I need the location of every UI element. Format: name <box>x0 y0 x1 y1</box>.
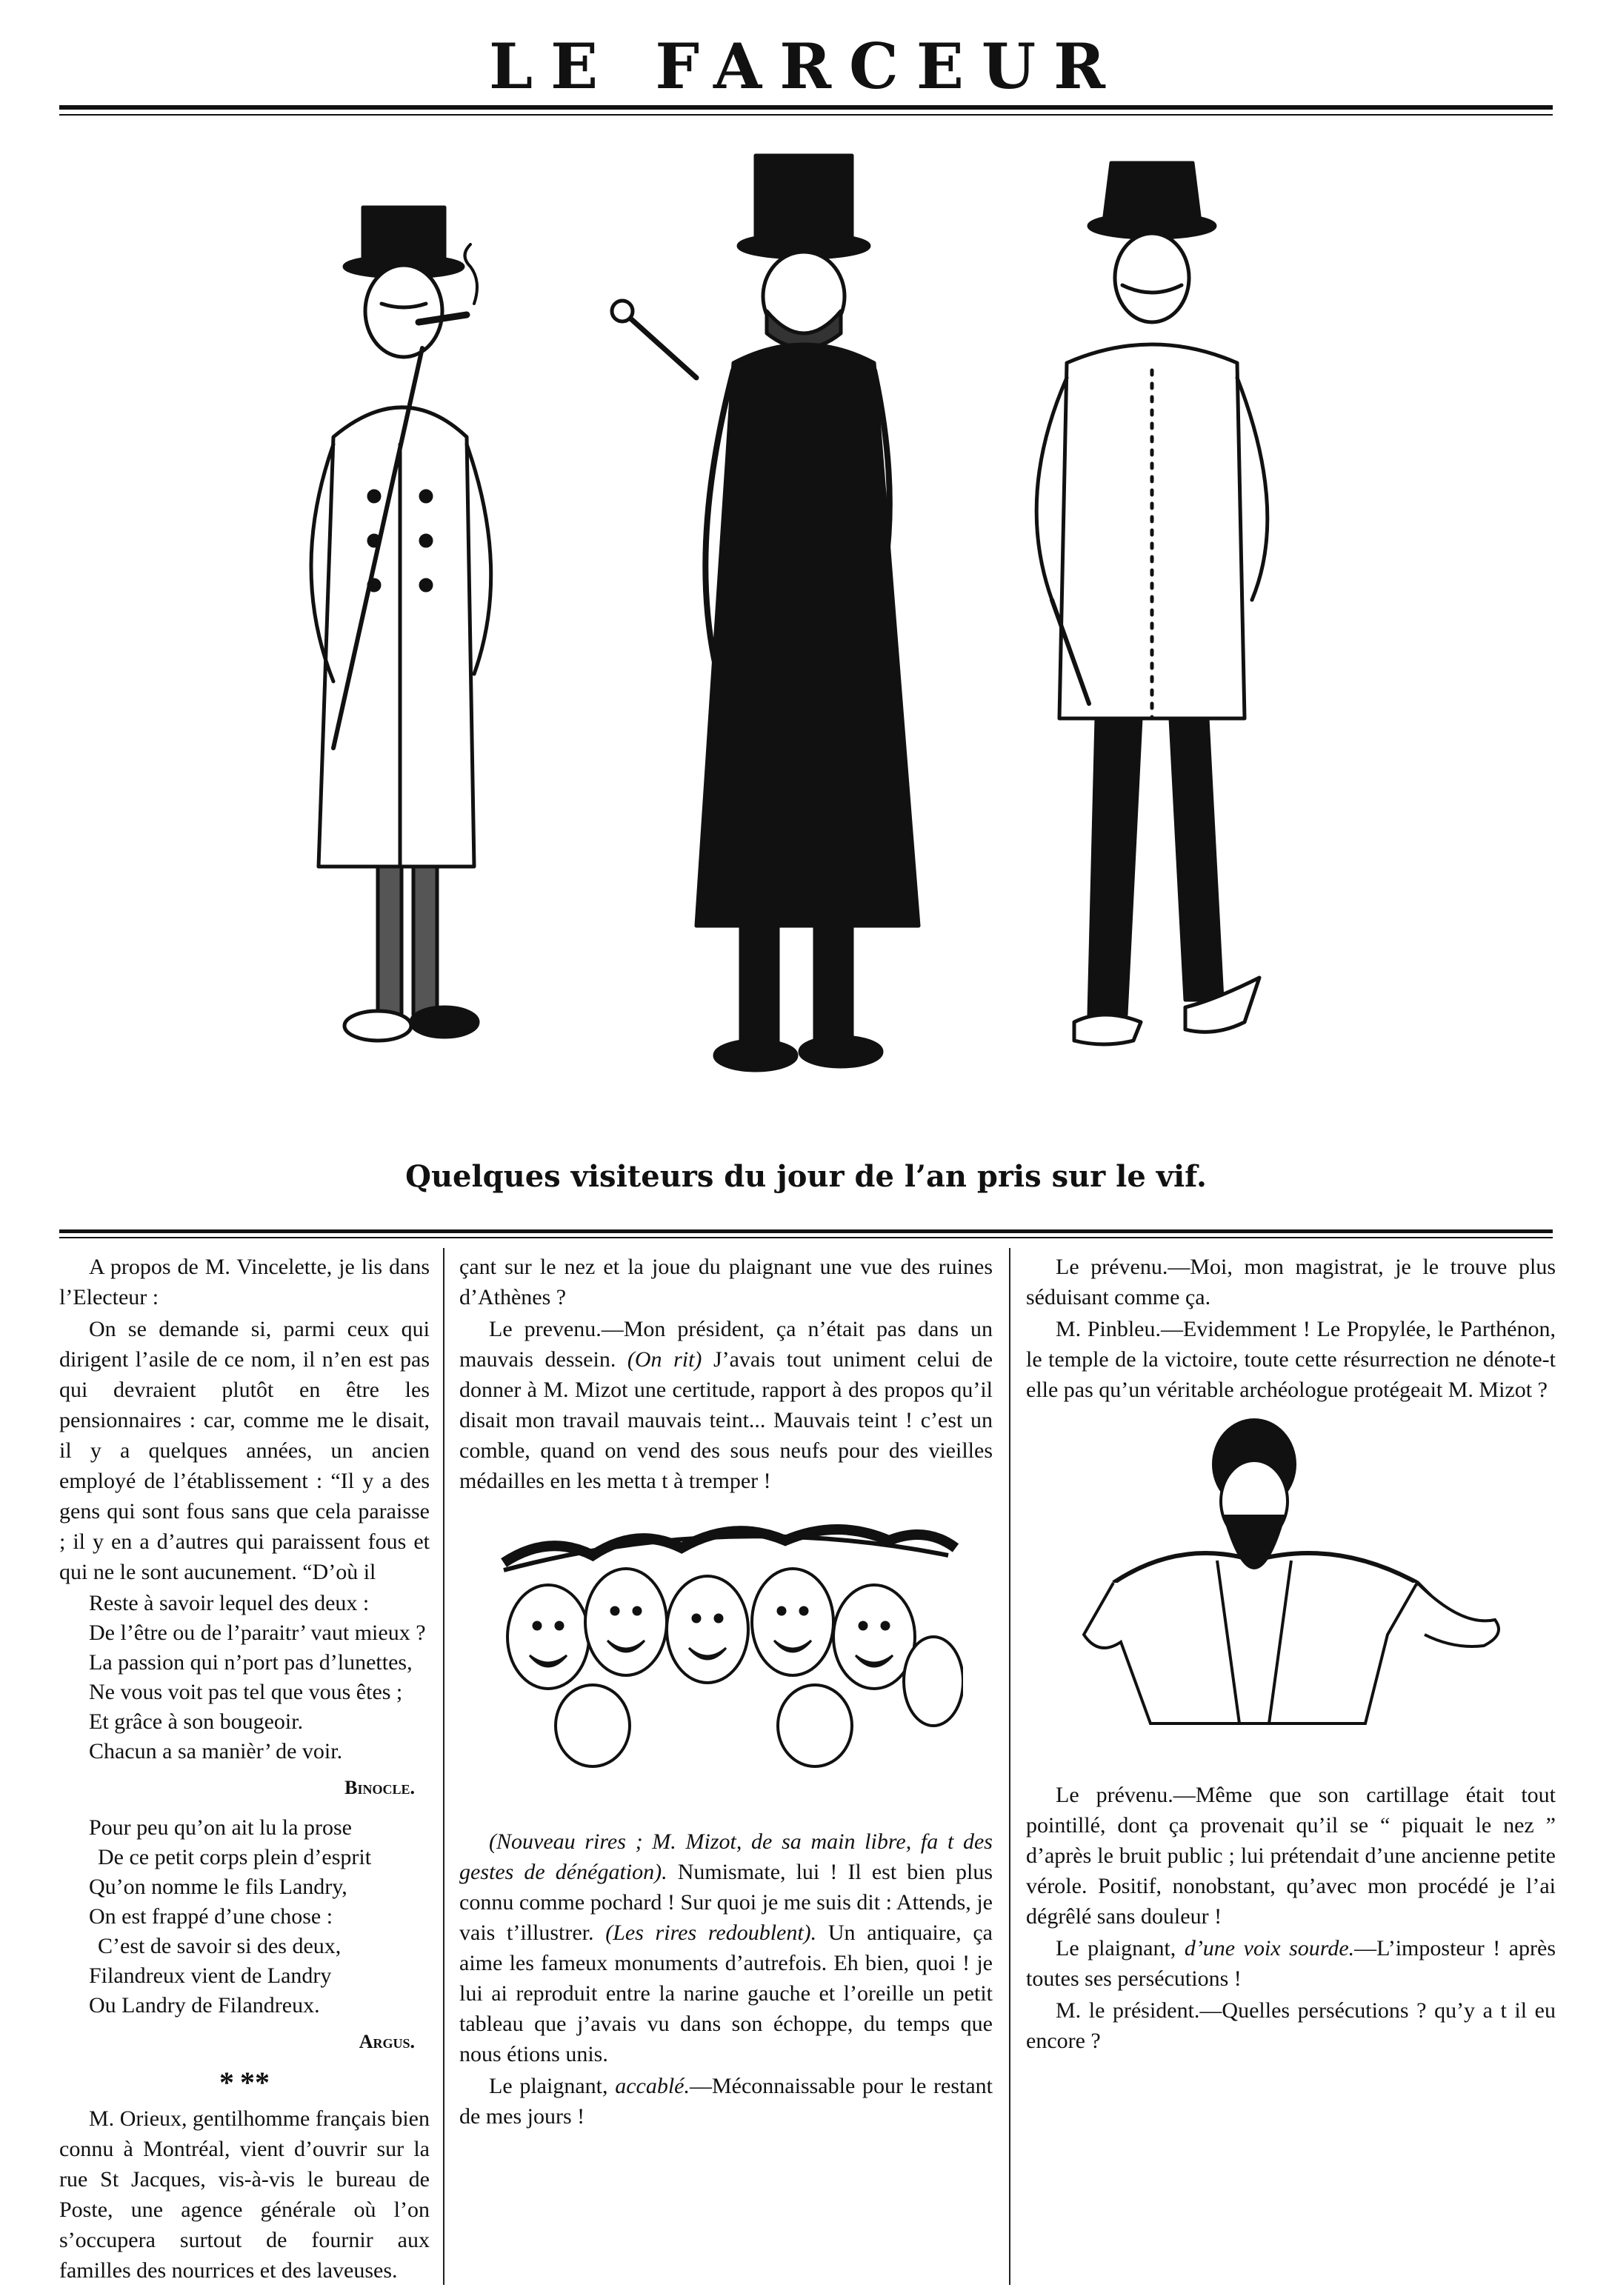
stage-direction: d’une voix sourde. <box>1184 1936 1355 1960</box>
orieux-paragraph: M. Orieux, gentilhomme français bien connu à Montréal, vient d’ouvrir sur la rue St Jacques, vis-à-vis le bureau de Poste, une agence générale où l’on s’occupera surtout de fournir aux familles des nourrices et des laveuses. <box>59 2106 430 2283</box>
verse-line: De ce petit corps plein d’esprit <box>98 1845 372 1869</box>
speech-text: Mon président, ça n’était pas dans un mauvais dessein. <box>459 1317 993 1372</box>
masthead-rule <box>59 105 1553 110</box>
column-1 <box>59 1252 430 2287</box>
verse-line: Qu’on nomme le fils Landry, <box>89 1875 347 1899</box>
continuation-paragraph: çant sur le nez et la joue du plaignant une vue des ruines d’Athènes ? <box>459 1255 993 1309</box>
stage-direction: (Les rires redoublent). <box>605 1920 817 1945</box>
speech-text: —L’imposteur ! après toutes ses persécutions ! <box>1026 1936 1556 1991</box>
laughing-crowd-illustration <box>489 1504 963 1815</box>
president-paragraph: M. le président.—Quelles persécutions ? qu’y a t il eu encore ? <box>1026 1998 1556 2053</box>
signature-argus: Argus. <box>359 2031 415 2052</box>
laughter-paragraph <box>459 1826 993 2069</box>
column-separator <box>443 1248 444 2285</box>
section-rule <box>59 1229 1553 1233</box>
speech-text: Un antiquaire, ça aime les fameux monuments d’autrefois. Eh bien, quoi ! je lui ai reproduit entre la narine gauche et l’oreille un petit tableau que j’avais vu dans son échoppe, du temps que nous étions unis. <box>459 1920 993 2066</box>
asterism-divider: * ** <box>219 2066 270 2099</box>
verse-line: C’est de savoir si des deux, <box>98 1934 342 1958</box>
verse-line: Et grâce à son bougeoir. <box>89 1709 304 1734</box>
section-rule-thin <box>59 1237 1553 1238</box>
left-gentleman-figure <box>311 207 491 1041</box>
speech-text: —Méconnaissable pour le restant de mes jours ! <box>459 2074 993 2129</box>
verse-line: Ne vous voit pas tel que vous êtes ; <box>89 1680 403 1704</box>
bearded-man-illustration <box>1069 1412 1513 1768</box>
verse-line: Reste à savoir lequel des deux : <box>89 1591 370 1615</box>
verse-2 <box>89 1813 430 2020</box>
prevenu-paragraph <box>459 1314 993 1496</box>
asylum-paragraph: On se demande si, parmi ceux qui dirigent l’asile de ce nom, il n’en est pas qui devraient plutôt en être les pensionnaires : car, comme me le disait, il y a quelques années, un ancien employé de l’établissement : “Il y a des gens qui sont fous sans que cela paraisse ; il y en a d’autres qui paraissent fous et qui ne le sont aucunement. “D’où il <box>59 1317 430 1584</box>
middle-gentleman-figure <box>612 156 919 1070</box>
verse-line: La passion qui n’port pas d’lunettes, <box>89 1650 413 1675</box>
column-2 <box>459 1252 993 2133</box>
verse-line: Chacun a sa manièr’ de voir. <box>89 1739 343 1763</box>
stage-direction: (On rit) <box>627 1347 702 1372</box>
masthead-title: LE FARCEUR <box>489 30 1123 103</box>
plaignant-paragraph <box>459 2071 993 2132</box>
verse-line: De l’être ou de l’paraitr’ vaut mieux ? <box>89 1621 426 1645</box>
signature-binocle: Binocle. <box>344 1777 415 1798</box>
illustration-caption: Quelques visiteurs du jour de l’an pris sur le vif. <box>405 1159 1207 1194</box>
verse-line: On est frappé d’une chose : <box>89 1904 333 1929</box>
intro-paragraph: A propos de M. Vincelette, je lis dans l’Electeur : <box>59 1255 430 1309</box>
plaignant-reply-paragraph <box>1026 1933 1556 1994</box>
prevenu-cartillage-paragraph: Le prévenu.—Même que son cartillage était tout pointillé, dont ça provenait qu’il se “ piquait le nez ” d’après le bruit public ; lui prétendait d’une ancienne petite vérole. Positif, nonobstant, qu’avec mon procédé je l’ai dégrêlé sans douleur ! <box>1026 1783 1556 1929</box>
column-separator <box>1009 1248 1010 2285</box>
pinbleu-paragraph: M. Pinbleu.—Evidemment ! Le Propylée, le Parthénon, le temple de la victoire, toute cette résurrection ne dénote-t elle pas qu’un véritable archéologue protégeait M. Mizot ? <box>1026 1317 1556 1402</box>
stage-direction: accablé. <box>615 2074 690 2098</box>
speaker-label: Le plaignant, <box>489 2074 608 2098</box>
column-3 <box>1026 1252 1556 2058</box>
speaker-label: Le prevenu.— <box>489 1317 624 1341</box>
verse-1 <box>89 1589 430 1766</box>
speech-text: J’avais tout uniment celui de donner à M. Mizot une certitude, rapport à des propos qu’il disait mon travail mauvais teint... Mauvais teint ! c’est un comble, quand on vend des sous neufs pour des vieilles médailles en les metta t à tremper ! <box>459 1347 993 1493</box>
three-gentlemen-illustration <box>222 126 1408 1096</box>
verse-line: Pour peu qu’on ait lu la prose <box>89 1815 352 1840</box>
verse-line: Filandreux vient de Landry <box>89 1963 332 1988</box>
prevenu-reply-paragraph: Le prévenu.—Moi, mon magistrat, je le trouve plus séduisant comme ça. <box>1026 1255 1556 1309</box>
right-gentleman-figure <box>1036 163 1268 1044</box>
stage-direction: (Nouveau rires ; M. Mizot, de sa main libre, fa t des gestes de dénégation). <box>459 1829 993 1884</box>
verse-line: Ou Landry de Filandreux. <box>89 1993 320 2018</box>
speech-text: Numismate, lui ! Il est bien plus connu comme pochard ! Sur quoi je me suis dit : Attends, je vais t’illustrer. <box>459 1860 993 1945</box>
speaker-label: Le plaignant, <box>1056 1936 1176 1960</box>
masthead-rule-thin <box>59 114 1553 116</box>
